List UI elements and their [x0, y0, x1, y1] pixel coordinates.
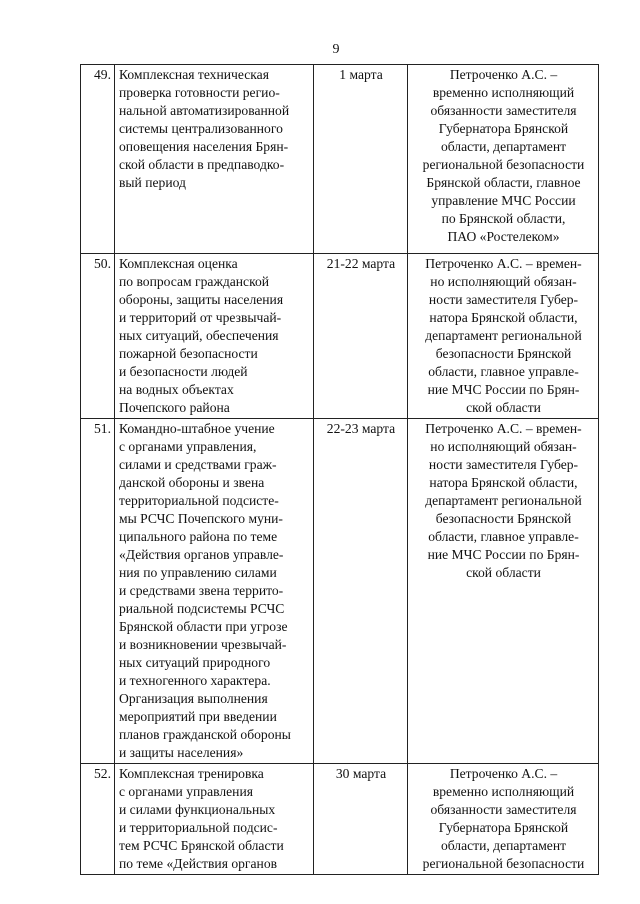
- text-line: Губернатора Брянской: [438, 121, 569, 136]
- text-line: ПАО «Ростелеком»: [447, 229, 560, 244]
- text-line: ской области: [466, 565, 541, 580]
- table-row: [81, 65, 599, 254]
- text-line: безопасности Брянской: [435, 511, 572, 526]
- text-line: обязанности заместителя: [430, 802, 577, 817]
- text-line: по вопросам гражданской: [119, 274, 270, 289]
- event-description: [115, 764, 314, 875]
- text-line: мы РСЧС Почепского муни-: [119, 511, 283, 526]
- text-line: и возникновении чрезвычай-: [119, 637, 287, 652]
- responsible-parties: [408, 764, 599, 875]
- responsible-parties: [408, 419, 599, 764]
- table-row: [81, 764, 599, 875]
- text-line: Комплексная техническая: [119, 67, 269, 82]
- text-line: департамент региональной: [425, 493, 582, 508]
- text-line: данской обороны и звена: [119, 475, 265, 490]
- text-line: силами и средствами граж-: [119, 457, 277, 472]
- text-line: Петроченко А.С. – времен-: [425, 421, 582, 436]
- row-number: 52.: [81, 764, 115, 875]
- text-line: департамент региональной: [425, 328, 582, 343]
- text-line: оповещения населения Брян-: [119, 139, 289, 154]
- text-line: Брянской области при угрозе: [119, 619, 288, 634]
- text-line: управление МЧС России: [431, 193, 576, 208]
- responsible-parties: [408, 254, 599, 419]
- text-line: области, главное управле-: [428, 364, 579, 379]
- table-row: [81, 419, 599, 764]
- text-line: Организация выполнения: [119, 691, 268, 706]
- event-date: 22-23 марта: [314, 419, 408, 764]
- text-line: и средствами звена террито-: [119, 583, 284, 598]
- text-line: планов гражданской обороны: [119, 727, 291, 742]
- text-line: территориальной подсисте-: [119, 493, 279, 508]
- text-line: ности заместителя Губер-: [428, 292, 579, 307]
- page-number: 9: [332, 42, 340, 57]
- text-line: вый период: [119, 175, 186, 190]
- text-line: нальной автоматизированной: [119, 103, 290, 118]
- text-line: временно исполняющий: [432, 784, 575, 799]
- text-line: обороны, защиты населения: [119, 292, 284, 307]
- table-row: [81, 254, 599, 419]
- text-line: Петроченко А.С. –: [449, 766, 558, 781]
- event-description: [115, 65, 314, 254]
- text-line: области, главное управле-: [428, 529, 579, 544]
- text-line: по Брянской области,: [441, 211, 566, 226]
- text-line: области, департамент: [440, 838, 567, 853]
- text-line: на водных объектах: [119, 382, 234, 397]
- text-line: и защиты населения»: [119, 745, 244, 760]
- text-line: тем РСЧС Брянской области: [119, 838, 284, 853]
- event-date: 30 марта: [314, 764, 408, 875]
- text-line: Брянской области, главное: [426, 175, 581, 190]
- text-line: проверка готовности регио-: [119, 85, 280, 100]
- text-line: ности заместителя Губер-: [428, 457, 579, 472]
- text-line: ных ситуаций, обеспечения: [119, 328, 279, 343]
- event-description: [115, 419, 314, 764]
- text-line: безопасности Брянской: [435, 346, 572, 361]
- event-date: 21-22 марта: [314, 254, 408, 419]
- text-line: Почепского района: [119, 400, 230, 415]
- text-line: и территорий от чрезвычай-: [119, 310, 282, 325]
- text-line: системы централизованного: [119, 121, 283, 136]
- text-line: и территориальной подсис-: [119, 820, 278, 835]
- text-line: ципального района по теме: [119, 529, 278, 544]
- text-line: Комплексная оценка: [119, 256, 238, 271]
- text-line: региональной безопасности: [422, 157, 585, 172]
- text-line: Губернатора Брянской: [438, 820, 569, 835]
- text-line: и силами функциональных: [119, 802, 276, 817]
- text-line: по теме «Действия органов: [119, 856, 278, 871]
- text-line: с органами управления,: [119, 439, 257, 454]
- event-date: 1 марта: [314, 65, 408, 254]
- text-line: но исполняющий обязан-: [430, 439, 577, 454]
- text-line: с органами управления: [119, 784, 253, 799]
- text-line: «Действия органов управле-: [119, 547, 284, 562]
- text-line: ской области в предпаводко-: [119, 157, 285, 172]
- event-description: [115, 254, 314, 419]
- text-line: временно исполняющий: [432, 85, 575, 100]
- text-line: ние МЧС России по Брян-: [427, 547, 580, 562]
- text-line: мероприятий при введении: [119, 709, 277, 724]
- text-line: ных ситуаций природного: [119, 655, 271, 670]
- events-table-body: [81, 65, 599, 875]
- text-line: Комплексная тренировка: [119, 766, 264, 781]
- text-line: риальной подсистемы РСЧС: [119, 601, 285, 616]
- text-line: ской области: [466, 400, 541, 415]
- text-line: Петроченко А.С. – времен-: [425, 256, 582, 271]
- text-line: ние МЧС России по Брян-: [427, 382, 580, 397]
- text-line: области, департамент: [440, 139, 567, 154]
- text-line: пожарной безопасности: [119, 346, 258, 361]
- text-line: натора Брянской области,: [429, 310, 578, 325]
- text-line: и безопасности людей: [119, 364, 248, 379]
- events-table: [80, 64, 599, 875]
- responsible-parties: [408, 65, 599, 254]
- row-number: 50.: [81, 254, 115, 419]
- text-line: региональной безопасности: [422, 856, 585, 871]
- row-number: 49.: [81, 65, 115, 254]
- row-number: 51.: [81, 419, 115, 764]
- text-line: и техногенного характера.: [119, 673, 271, 688]
- text-line: но исполняющий обязан-: [430, 274, 577, 289]
- text-line: ния по управлению силами: [119, 565, 277, 580]
- text-line: Командно-штабное учение: [119, 421, 275, 436]
- text-line: Петроченко А.С. –: [449, 67, 558, 82]
- text-line: обязанности заместителя: [430, 103, 577, 118]
- text-line: натора Брянской области,: [429, 475, 578, 490]
